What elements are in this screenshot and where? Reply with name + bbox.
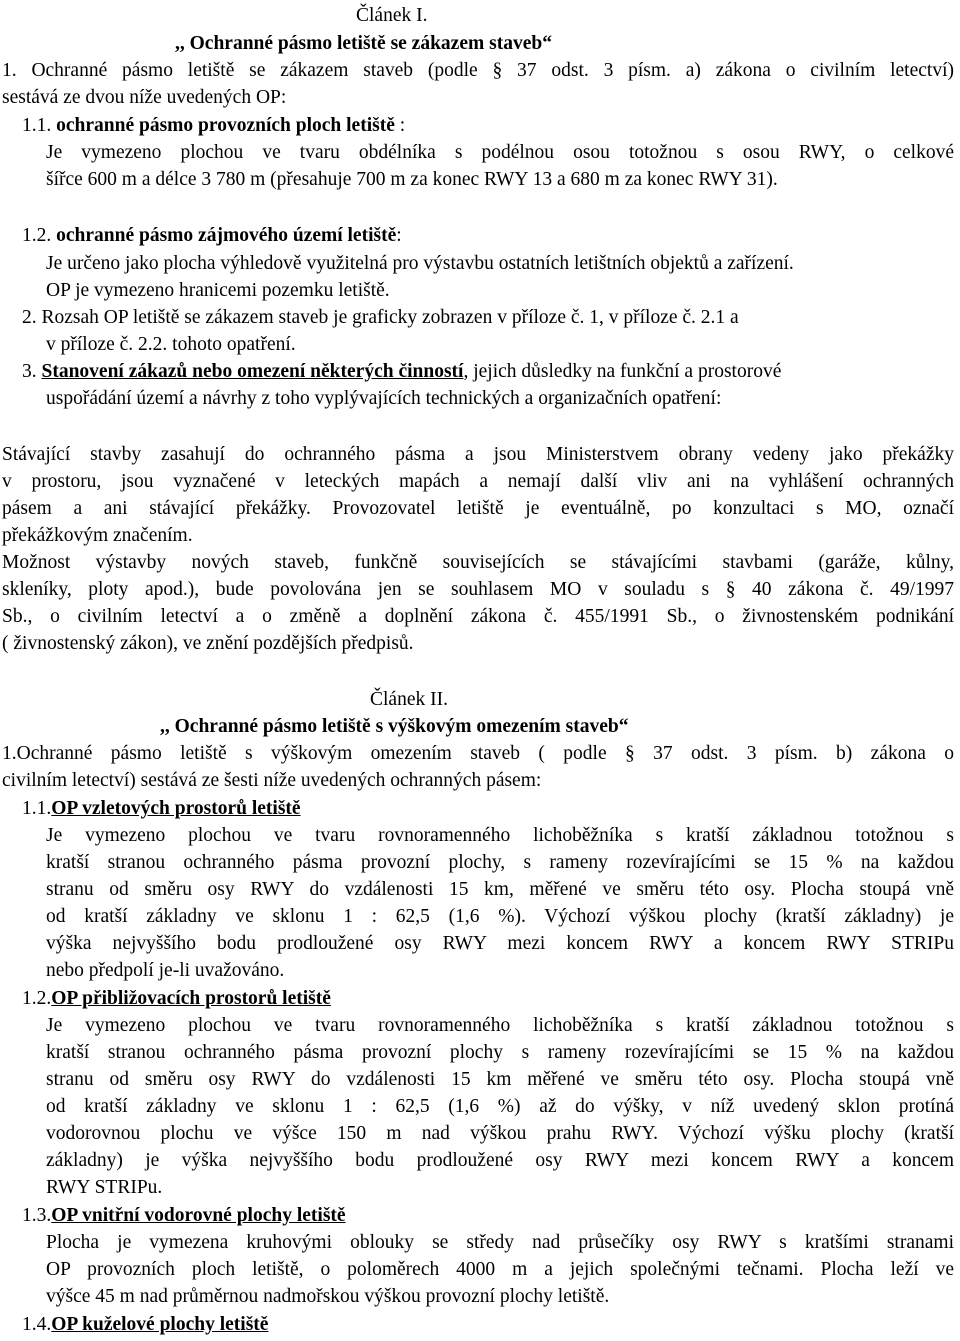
section-number: 1.2. (22, 225, 52, 246)
art2-s12-line2: kratší stranou ochranného pásma provozní plochy s rameny rozevírajícími se 15 % na každou (46, 1042, 954, 1063)
art2-s11-line6: nebo předpolí je-li uvažováno. (46, 960, 285, 981)
art1-body2-line3: Sb., o civilním letectví a o změně a doplnění zákona č. 455/1991 Sb., o živnostenském podnikání (2, 606, 954, 627)
art2-s13-line3: výšce 45 m nad průměrnou nadmořskou výškou provozní plochy letiště. (46, 1286, 610, 1307)
art2-section-1-2-heading (22, 985, 331, 1013)
art1-s11-line1: Je vymezeno plochou ve tvaru obdélníka s podélnou osou totožnou s osou RWY, o celkové (46, 142, 954, 163)
art2-s12-line1: Je vymezeno plochou ve tvaru rovnoramenného lichoběžníka s kratší základnou totožnou s (46, 1015, 954, 1036)
art1-section-1-2-heading (22, 222, 402, 250)
section-number: 1.1. (22, 115, 52, 136)
art2-s12-line6: základny) je výška nejvyššího bodu prodloužené osy RWY mezi koncem RWY a koncem (46, 1150, 954, 1171)
art2-s11-line5: výška nejvyššího bodu prodloužené osy RWY mezi koncem RWY a koncem RWY STRIPu (46, 933, 954, 954)
article-2-subtitle: ,, Ochranné pásmo letiště s výškovým omezením staveb“ (160, 716, 629, 737)
art2-s11-line3: stranu od směru osy RWY do vzdálenosti 15 km, měřené ve směru této osy. Plocha stoupá vně (46, 879, 954, 900)
art1-section-1-1-heading (22, 112, 405, 140)
art1-s12-line2: OP je vymezeno hranicemi pozemku letiště. (46, 280, 390, 301)
art2-s12-line7: RWY STRIPu. (46, 1177, 163, 1198)
art2-s13-line2: OP provozních ploch letiště, o poloměrech 4000 m a jejich společnými tečnami. Plocha leží ve (46, 1259, 954, 1280)
art2-section-1-1-heading (22, 795, 301, 823)
art1-body1-line2: v prostoru, jsou vyznačené v leteckých mapách a nemají další vliv ani na vyhlášení ochranných (2, 471, 954, 492)
art1-para1-line1: 1. Ochranné pásmo letiště se zákazem staveb (podle § 37 odst. 3 písm. a) zákona o civilním letectví) (2, 60, 954, 81)
section-number: 1.2. (22, 988, 52, 1009)
art2-section-1-4-heading (22, 1311, 268, 1339)
art1-para3-line2: uspořádání území a návrhy z toho vyplývajících technických a organizačních opatření: (46, 388, 722, 409)
art2-s13-line1: Plocha je vymezena kruhovými oblouky se středy nad průsečíky osy RWY s kratšími stranami (46, 1232, 954, 1253)
section-title: OP vnitřní vodorovné plochy letiště (51, 1205, 346, 1226)
art1-body1-line3: pásem a ani stávající překážky. Provozovatel letiště je eventuálně, po konzultaci s MO, označí (2, 498, 954, 519)
art2-s12-line5: vodorovnou plochu ve výšce 150 m nad výškou prahu RWY. Výchozí výšku plochy (kratší (46, 1123, 954, 1144)
section-title: ochranné pásmo provozních ploch letiště (56, 115, 395, 136)
art2-section-1-3-heading (22, 1202, 346, 1230)
art2-s12-line4: od kratší základny ve sklonu 1 : 62,5 (1,6 %) až do výšky, v níž uvedený sklon protíná (46, 1096, 954, 1117)
article-1-title: Článek I. (356, 5, 428, 26)
art1-body2-line2: skleníky, ploty apod.), bude povolována jen se souhlasem MO v souladu s § 40 zákona č. 49/1997 (2, 579, 954, 600)
art2-para1-line1: 1.Ochranné pásmo letiště s výškovým omezením staveb ( podle § 37 odst. 3 písm. b) zákona o (2, 743, 954, 764)
section-title: OP přibližovacích prostorů letiště (51, 988, 331, 1009)
art1-body2-line1: Možnost výstavby nových staveb, funkčně souvisejících se stávajícími stavbami (garáže, kůlny, (2, 552, 954, 573)
art1-para3-heading (22, 358, 781, 386)
article-1-subtitle: ,, Ochranné pásmo letiště se zákazem staveb“ (175, 33, 552, 54)
art1-s12-line1: Je určeno jako plocha výhledově využitelná pro výstavbu ostatních letištních objektů a zařízení. (46, 253, 794, 274)
art1-body2-line4: ( živnostenský zákon), ve znění pozdějších předpisů. (2, 633, 414, 654)
section-colon: : (394, 115, 406, 136)
art1-s11-line2: šířce 600 m a délce 3 780 m (přesahuje 700 m za konec RWY 13 a 680 m za konec RWY 31). (46, 169, 778, 190)
section-title: OP kuželové plochy letiště (51, 1314, 269, 1335)
section-number: 1.3. (22, 1205, 52, 1226)
para-number: 3. (22, 361, 37, 382)
para-title-rest: , jejich důsledky na funkční a prostorové (463, 361, 782, 382)
section-colon: : (396, 225, 402, 246)
section-title: OP vzletových prostorů letiště (51, 798, 301, 819)
section-number: 1.4. (22, 1314, 52, 1335)
section-number: 1.1. (22, 798, 52, 819)
art2-s11-line1: Je vymezeno plochou ve tvaru rovnoramenného lichoběžníka s kratší základnou totožnou s (46, 825, 954, 846)
art2-s11-line4: od kratší základny ve sklonu 1 : 62,5 (1,6 %). Výchozí výškou plochy (kratší základny) je (46, 906, 954, 927)
section-title: ochranné pásmo zájmového území letiště (56, 225, 397, 246)
art2-para1-line2: civilním letectví) sestává ze šesti níže uvedených ochranných pásem: (2, 770, 542, 791)
art2-s12-line3: stranu od směru osy RWY do vzdálenosti 15 km měřené ve směru této osy. Plocha stoupá vně (46, 1069, 954, 1090)
art1-para1-line2: sestává ze dvou níže uvedených OP: (2, 87, 287, 108)
para-title: Stanovení zákazů nebo omezení některých činností (41, 361, 464, 382)
art1-body1-line4: překážkovým značením. (2, 525, 193, 546)
art1-para2-line1: 2. Rozsah OP letiště se zákazem staveb je graficky zobrazen v příloze č. 1, v příloze č. 2.1 a (22, 307, 739, 328)
art2-s11-line2: kratší stranou ochranného pásma provozní plochy, s rameny rozevírajícími se 15 % na každou (46, 852, 954, 873)
article-2-title: Článek II. (370, 689, 448, 710)
art1-body1-line1: Stávající stavby zasahují do ochranného pásma a jsou Ministerstvem obrany vedeny jako překážky (2, 444, 954, 465)
art1-para2-line2: v příloze č. 2.2. tohoto opatření. (46, 334, 296, 355)
